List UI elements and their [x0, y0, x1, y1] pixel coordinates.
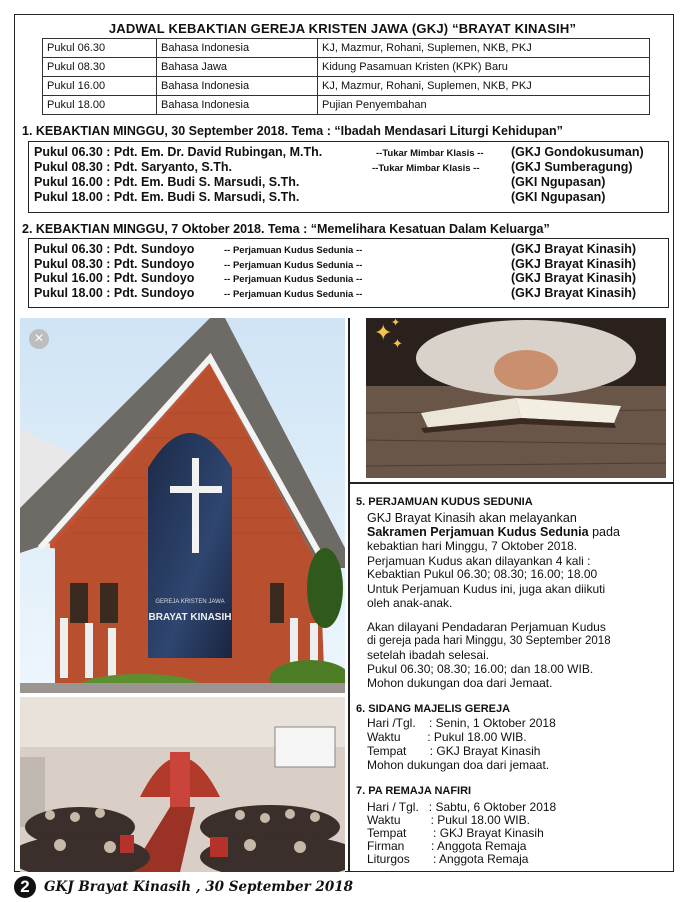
sec6-line: Hari /Tgl. : Senin, 1 Oktober 2018	[367, 716, 556, 730]
sec7-line: Firman : Anggota Remaja	[367, 839, 527, 853]
sec5-line: Pukul 06.30; 08.30; 16.00; dan 18.00 WIB.	[367, 662, 594, 676]
sec5-line: Akan dilayani Pendadaran Perjamuan Kudus	[367, 620, 606, 634]
sec5-emphasis: Sakramen Perjamuan Kudus Sedunia	[367, 525, 589, 539]
section1-church: (GKJ Sumberagung)	[511, 160, 633, 174]
church-sign-line2: BRAYAT KINASIH	[148, 612, 232, 623]
table-row	[43, 58, 650, 77]
praying-hands-photo	[366, 318, 666, 478]
sec5-line: kebaktian hari Minggu, 7 Oktober 2018.	[367, 539, 578, 553]
sec5-line: di gereja pada hari Minggu, 30 September 2018	[367, 635, 611, 647]
sec5-line: Perjamuan Kudus akan dilayankan 4 kali :	[367, 554, 591, 568]
table-row	[43, 77, 650, 96]
schedule-title: JADWAL KEBAKTIAN GEREJA KRISTEN JAWA (GKJ) “BRAYAT KINASIH”	[108, 21, 577, 36]
section1-row: Pukul 08.30 : Pdt. Saryanto, S.Th.	[34, 160, 232, 174]
sec5-line-tail: pada	[588, 525, 620, 539]
table-cell: Pukul 16.00	[43, 77, 157, 96]
section1-church: (GKJ Gondokusuman)	[511, 145, 644, 159]
table-cell: KJ, Mazmur, Rohani, Suplemen, NKB, PKJ	[318, 39, 650, 58]
panel-divider	[350, 482, 674, 484]
section2-row: Pukul 18.00 : Pdt. Sundoyo	[34, 286, 195, 300]
table-cell: Pukul 08.30	[43, 58, 157, 77]
sparkle-icon: ✦	[374, 320, 393, 345]
table-cell: Pukul 18.00	[43, 96, 157, 115]
section1-note: --Tukar Mimbar Klasis --	[376, 148, 484, 159]
sec6-line: Mohon dukungan doa dari jemaat.	[367, 758, 550, 772]
section2-row: Pukul 16.00 : Pdt. Sundoyo	[34, 271, 195, 285]
section2-church: (GKJ Brayat Kinasih)	[511, 257, 637, 271]
page-number: 2	[14, 876, 36, 898]
sec6-heading: 6. SIDANG MAJELIS GEREJA	[356, 703, 511, 715]
close-icon[interactable]: ×	[29, 329, 49, 349]
sec5-line: Untuk Perjamuan Kudus ini, juga akan diikuti	[367, 582, 606, 596]
sec7-line: Hari / Tgl. : Sabtu, 6 Oktober 2018	[367, 800, 557, 814]
section1-row: Pukul 06.30 : Pdt. Em. Dr. David Rubingan, M.Th.	[34, 145, 323, 159]
section2-note: -- Perjamuan Kudus Sedunia --	[224, 245, 363, 256]
section2-row: Pukul 06.30 : Pdt. Sundoyo	[34, 242, 195, 256]
footer-text: GKJ Brayat Kinasih , 30 September 2018	[44, 879, 354, 895]
section1-row: Pukul 16.00 : Pdt. Em. Budi S. Marsudi, S.Th.	[34, 175, 300, 189]
sparkle-icon: ✦	[392, 336, 403, 351]
table-row	[43, 39, 650, 58]
section2-note: -- Perjamuan Kudus Sedunia --	[224, 289, 363, 300]
table-cell: Bahasa Indonesia	[157, 77, 318, 96]
sec5-line: Mohon dukungan doa dari Jemaat.	[367, 676, 553, 690]
schedule-table	[42, 38, 650, 115]
sec5-line: oleh anak-anak.	[367, 596, 453, 610]
sec5-line: Kebaktian Pukul 06.30; 08.30; 16.00; 18.00	[367, 567, 598, 581]
sparkle-icon: ✦	[391, 318, 401, 329]
table-cell: Bahasa Jawa	[157, 58, 318, 77]
section1-church: (GKI Ngupasan)	[511, 190, 606, 204]
panel-divider	[348, 318, 350, 872]
sec6-line: Tempat : GKJ Brayat Kinasih	[367, 744, 541, 758]
section1-row: Pukul 18.00 : Pdt. Em. Budi S. Marsudi, S.Th.	[34, 190, 300, 204]
section2-note: -- Perjamuan Kudus Sedunia --	[224, 274, 363, 285]
sec5-line: setelah ibadah selesai.	[367, 648, 490, 662]
section2-heading: 2. KEBAKTIAN MINGGU, 7 Oktober 2018. Tema : “Memelihara Kesatuan Dalam Keluarga”	[22, 222, 550, 236]
section2-church: (GKJ Brayat Kinasih)	[511, 271, 637, 285]
table-cell: Bahasa Indonesia	[157, 96, 318, 115]
church-exterior-photo	[20, 318, 345, 693]
section1-church: (GKI Ngupasan)	[511, 175, 606, 189]
sec5-line: GKJ Brayat Kinasih akan melayankan	[367, 511, 577, 525]
sec5-line	[367, 526, 620, 540]
section2-row: Pukul 08.30 : Pdt. Sundoyo	[34, 257, 195, 271]
sec7-line: Waktu : Pukul 18.00 WIB.	[367, 813, 530, 827]
section2-church: (GKJ Brayat Kinasih)	[511, 286, 637, 300]
page-footer	[14, 876, 414, 900]
table-cell: Kidung Pasamuan Kristen (KPK) Baru	[318, 58, 650, 77]
sec6-line: Waktu : Pukul 18.00 WIB.	[367, 730, 527, 744]
sec7-heading: 7. PA REMAJA NAFIRI	[356, 785, 472, 797]
table-cell: Pukul 06.30	[43, 39, 157, 58]
section1-note: --Tukar Mimbar Klasis --	[372, 163, 480, 174]
sec7-line: Tempat : GKJ Brayat Kinasih	[367, 826, 544, 840]
church-sign-line1: GEREJA KRISTEN JAWA	[155, 599, 225, 605]
section2-note: -- Perjamuan Kudus Sedunia --	[224, 260, 363, 271]
table-cell: KJ, Mazmur, Rohani, Suplemen, NKB, PKJ	[318, 77, 650, 96]
sec5-heading: 5. PERJAMUAN KUDUS SEDUNIA	[356, 496, 533, 508]
table-cell: Pujian Penyembahan	[318, 96, 650, 115]
table-row	[43, 96, 650, 115]
section1-heading: 1. KEBAKTIAN MINGGU, 30 September 2018. Tema : “Ibadah Mendasari Liturgi Kehidupan”	[22, 124, 563, 138]
table-cell: Bahasa Indonesia	[157, 39, 318, 58]
section2-church: (GKJ Brayat Kinasih)	[511, 242, 637, 256]
sec7-line: Liturgos : Anggota Remaja	[367, 852, 529, 866]
church-interior-photo	[20, 697, 345, 872]
